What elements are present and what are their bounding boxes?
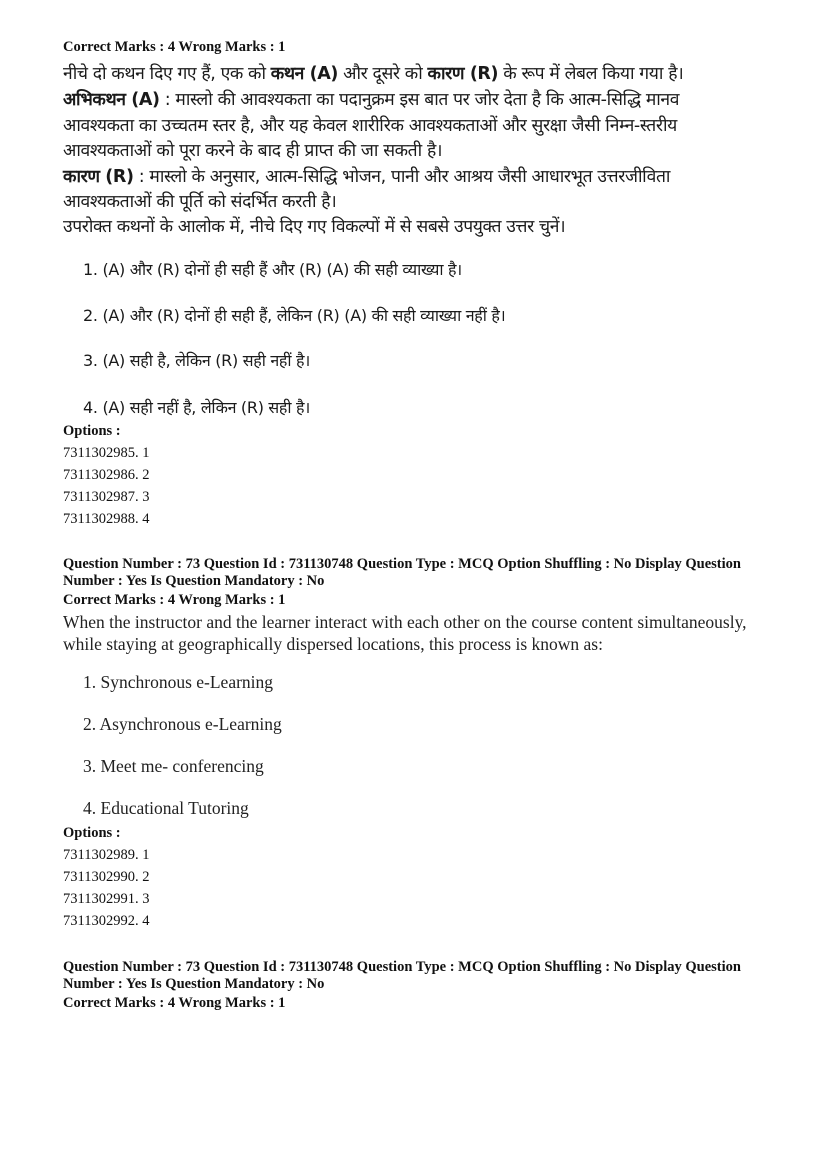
option-id: 7311302986. 2: [63, 467, 150, 483]
question-text-line-2: while staying at geographically dispersed locations, this process is known as:: [63, 634, 603, 654]
instruction-line: उपरोक्त कथनों के आलोक में, नीचे दिए गए विकल्पों में से सबसे उपयुक्त उत्तर चुनें।: [63, 217, 566, 237]
option-id: 7311302989. 1: [63, 847, 150, 863]
question-header-line-2: Number : Yes Is Question Mandatory : No: [63, 976, 325, 992]
choice-4: 4. (A) सही नहीं है, लेकिन (R) सही है।: [83, 398, 311, 417]
choice-4: 4. Educational Tutoring: [83, 798, 249, 818]
marks-line: Correct Marks : 4 Wrong Marks : 1: [63, 592, 286, 608]
reason-label: कारण (R): [63, 167, 134, 187]
marks-line: Correct Marks : 4 Wrong Marks : 1: [63, 39, 286, 55]
choice-2: 2. (A) और (R) दोनों ही सही हैं, लेकिन (R) (A) की सही व्याख्या नहीं है।: [83, 306, 506, 325]
choice-1: 1. Synchronous e-Learning: [83, 672, 274, 692]
assertion-label: अभिकथन (A): [63, 90, 160, 110]
reason-line-1: कारण (R) : मास्लो के अनुसार, आत्म-सिद्धि भोजन, पानी और आश्रय जैसी आधारभूत उत्तरजीविता: [63, 167, 671, 187]
assertion-line-2: आवश्यकता का उच्चतम स्तर है, और यह केवल शारीरिक आवश्यकताओं और सुरक्षा जैसी निम्न-स्तरीय: [63, 116, 677, 136]
question-intro: नीचे दो कथन दिए गए हैं, एक को कथन (A) और दूसरे को कारण (R) के रूप में लेबल किया गया है।: [63, 64, 684, 84]
question-header-line-1: Question Number : 73 Question Id : 731130748 Question Type : MCQ Option Shuffling : No Display Question: [63, 959, 741, 975]
options-label: Options :: [63, 423, 121, 439]
question-text-line-1: When the instructor and the learner interact with each other on the course content simultaneously,: [63, 612, 747, 632]
question-header-line-2: Number : Yes Is Question Mandatory : No: [63, 573, 325, 589]
marks-line: Correct Marks : 4 Wrong Marks : 1: [63, 995, 286, 1011]
option-id: 7311302987. 3: [63, 489, 150, 505]
options-label: Options :: [63, 825, 121, 841]
choice-3: 3. Meet me- conferencing: [83, 756, 264, 776]
choice-1: 1. (A) और (R) दोनों ही सही हैं और (R) (A) की सही व्याख्या है।: [83, 260, 462, 279]
option-id: 7311302991. 3: [63, 891, 150, 907]
assertion-line-1: अभिकथन (A) : मास्लो की आवश्यकता का पदानुक्रम इस बात पर जोर देता है कि आत्म-सिद्धि मानव: [63, 90, 680, 110]
choice-2: 2. Asynchronous e-Learning: [83, 714, 282, 734]
question-header-line-1: Question Number : 73 Question Id : 731130748 Question Type : MCQ Option Shuffling : No Display Question: [63, 556, 741, 572]
option-id: 7311302992. 4: [63, 913, 150, 929]
option-id: 7311302988. 4: [63, 511, 150, 527]
option-id: 7311302985. 1: [63, 445, 150, 461]
reason-line-2: आवश्यकताओं की पूर्ति को संदर्भित करती है।: [63, 192, 337, 212]
assertion-line-3: आवश्यकताओं को पूरा करने के बाद ही प्राप्त की जा सकती है।: [63, 141, 443, 161]
option-id: 7311302990. 2: [63, 869, 150, 885]
choice-3: 3. (A) सही है, लेकिन (R) सही नहीं है।: [83, 351, 311, 370]
